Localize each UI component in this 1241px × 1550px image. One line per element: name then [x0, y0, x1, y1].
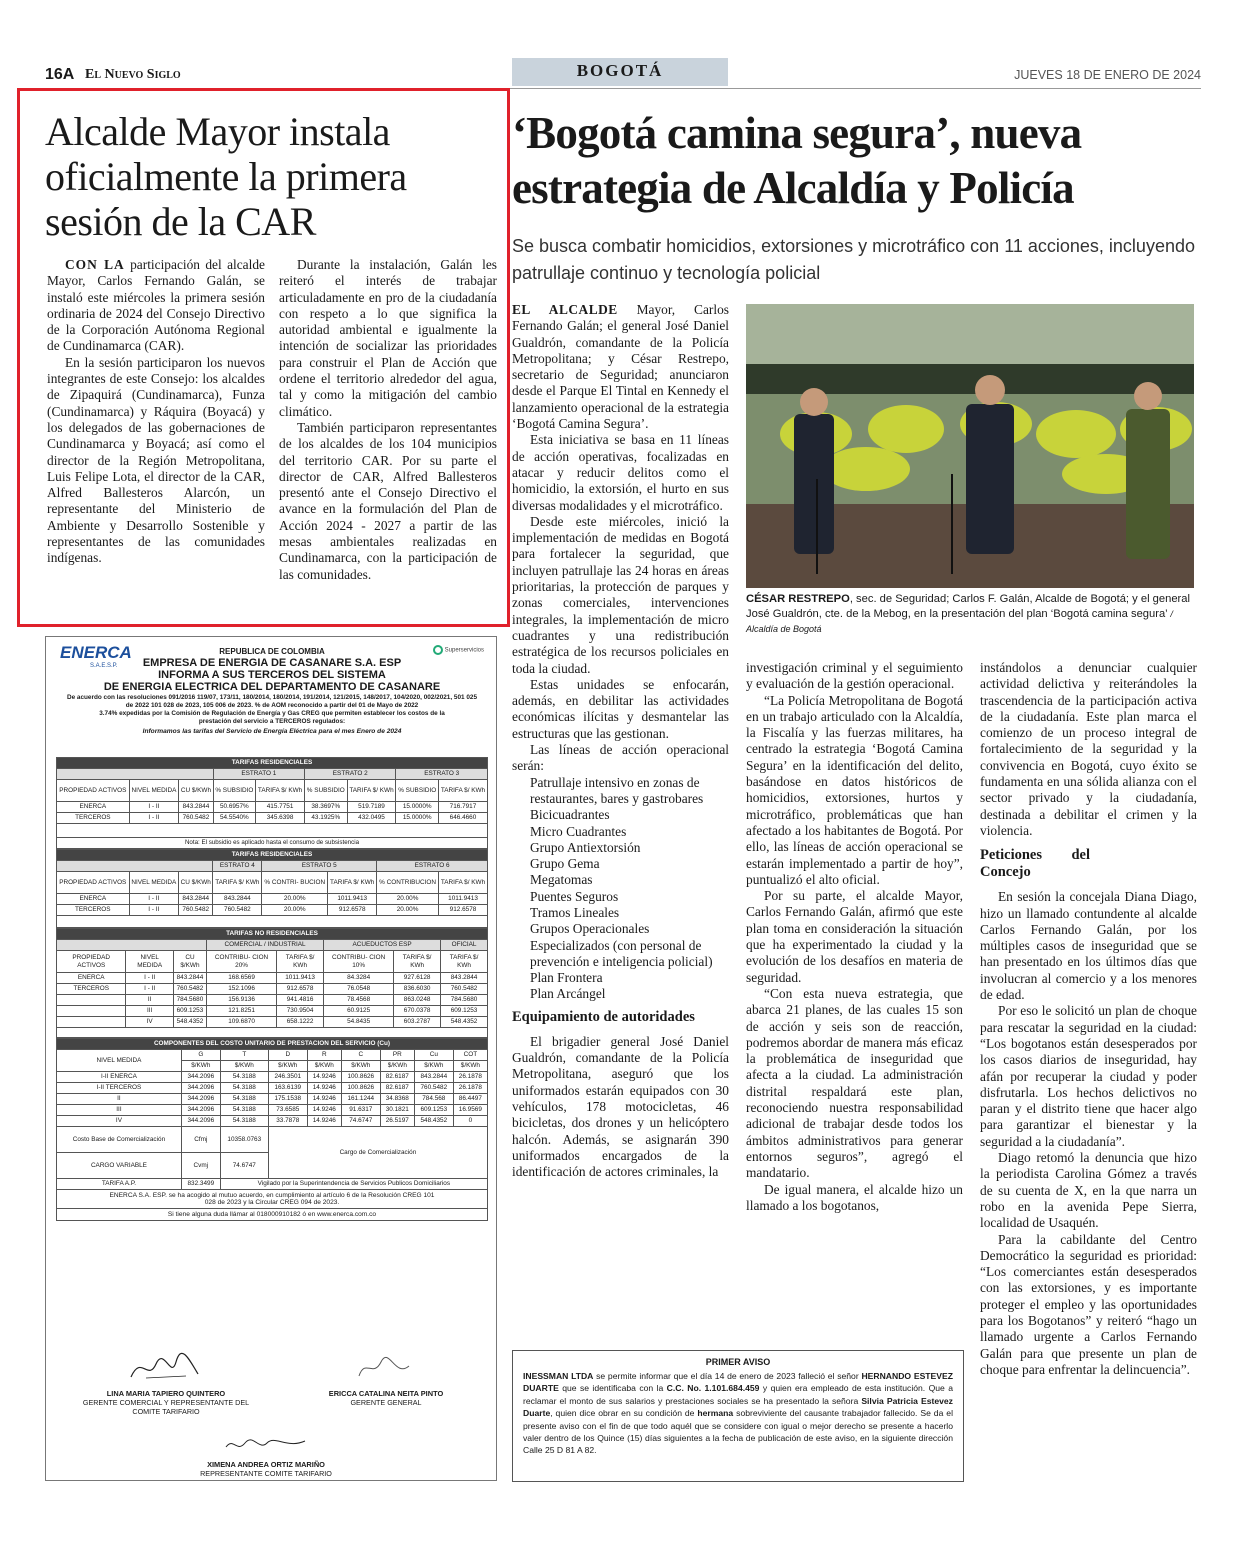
list-item: Grupo Gema: [530, 856, 600, 872]
table-row: II 784.5680 156.9136 941.4816 78.4568 863.0248 784.5680: [57, 995, 488, 1006]
action-lines-list: [512, 775, 729, 1003]
enerca-agreement-note: ENERCA S.A. ESP. se ha acogido al mutuo acuerdo, en cumplimiento al artículo 6 de la Resolución CREG 101 028 de 2023 y la Circular CREG 094 de 2023.: [56, 1190, 488, 1209]
main-paragraph: Las líneas de acción operacional serán:: [512, 742, 729, 774]
section-banner: [512, 58, 728, 86]
main-column-1: [512, 302, 729, 1180]
table-row: ENERCA I - II 843.2844 168.6569 1011.9413 84.3284 927.6128 843.2844: [57, 973, 488, 984]
main-subtitle: Se busca combatir homicidios, extorsiones y microtráfico con 11 acciones, incluyendo patrullaje continuo y tecnología policial: [512, 236, 1195, 283]
superservicios-logo: Superservicios: [433, 645, 484, 655]
car-paragraph: También participaron representantes de los alcaldes de los 104 municipios del territorio CAR. Por su parte el director de CAR, Alfred Ballesteros presentó ante el Consejo Directivo el avance en la formulación del Plan de Acción 2024 - 2027 a partir de las mesas ambientales realizadas en Cundinamarca, con la participación de las comunidades.: [279, 419, 497, 582]
page-number: 16A: [45, 66, 75, 83]
section-label: BOGOTÁ: [576, 61, 664, 80]
residential-table-1: TARIFAS RESIDENCIALES ESTRATO 1 ESTRATO 2 ESTRATO 3 PROPIEDAD ACTIVOS NIVEL MEDIDA CU $/KWh % SUBSIDIO TARIFA $/ KWh % SUBSIDIO TARIFA $/ KWh % SUBSIDIO TARIFA $/ KWh ENERCA I - II 843.2844 50.6957% 415.7751 38.3697% 519.7189 15.0000% 716.7917 TERCEROS I - II 760.5482 54.5540% 345.6398 43.1925% 432.0495 15.0000% 646.4660 Nota: El subsidio es aplicado hasta el consumo de subsistencia: [56, 757, 488, 849]
car-paragraph: Durante la instalación, Galán les reiteró el interés de trabajar articuladamente en pro de la ciudadanía con respeto a lo que significa la autoridad ambiental e igualmente la intención de socializar las prioridades para construir el Plan de Acción que ordene el territorio alrededor del agua, tal y como la mitigación del cambio climático.: [279, 257, 497, 419]
news-photo: [746, 304, 1194, 588]
table-row: II 344.2096 54.3188 175.1538 14.9246 161.1244 34.8368 784.568 86.4497: [57, 1094, 488, 1105]
newspaper-name: El Nuevo Siglo: [85, 67, 181, 82]
list-item: Megatomas: [530, 872, 593, 888]
table-row: TERCEROS I - II 760.5482 760.5482 20.00% 912.6578 20.00% 912.6578: [57, 905, 488, 916]
subheading-equipment: Equipamiento de autoridades: [512, 1008, 695, 1025]
signature-2: ERICCA CATALINA NEITA PINTO GERENTE GENERAL: [296, 1352, 476, 1407]
main-paragraph: “La Policía Metropolitana de Bogotá en un trabajo articulado con la Alcaldía, la Fiscalía y las fuerzas militares, ha centrado la estrategia ‘Bogotá Camina Segura’ en la identificación del delito, basándose en datos históricos de homicidios, extorsiones, hurtos y microtráfico, problemáticas que han afectado a los habitantes de Bogotá. Por ello, las líneas de acción operacional se estarán implementado a partir de hoy”, puntualizó el alto oficial.: [746, 692, 963, 887]
list-item: Patrullaje intensivo en zonas de restaurantes, bares y gastrobares: [530, 774, 704, 806]
photo-caption: CÉSAR RESTREPO, sec. de Seguridad; Carlos F. Galán, Alcalde de Bogotá; y el general José Gualdrón, cte. de la Mebog, en la presentación del plan ‘Bogotá camina segura’ / Alcaldía de Bogotá: [746, 593, 1190, 634]
issue-date: JUEVES 18 DE ENERO DE 2024: [1014, 68, 1201, 82]
main-paragraph: De igual manera, el alcalde hizo un llamado a los bogotanos,: [746, 1181, 963, 1213]
main-paragraph: Desde este miércoles, inició la implementación de medidas en Bogotá para fortalecer la seguridad, que incluyen patrullaje las 24 horas en áreas prioritarias, la protección de parques y zonas comerciales, intervenciones integrales, la implementación de micro cuadrantes y una redistribución estratégica de los recursos policiales en toda la ciudad.: [512, 513, 729, 676]
main-column-2: [746, 660, 963, 1214]
signature-scribble: [126, 1352, 206, 1384]
main-paragraph: Por eso le solicitó un plan de choque para rescatar la seguridad en la ciudad: “Los bogotanos están desesperados por los casos diarios de inseguridad, hay afán por recuperar la ciudad y poder disfrutarla. Los hechos delictivos no paran y el distrito tiene que hacer algo para garantizar el bienestar y la seguridad a la ciudadanía”.: [980, 1003, 1197, 1149]
table-row: ENERCA I - II 843.2844 50.6957% 415.7751 38.3697% 519.7189 15.0000% 716.7917: [57, 802, 488, 813]
page-header: [45, 61, 1201, 88]
signature-scribble: [221, 1435, 311, 1455]
enerca-logo: ENERCA S.A.E.S.P.: [60, 643, 132, 669]
aviso-body: INESSMAN LTDA se permite informar que el día 14 de enero de 2023 falleció el señor HERNANDO ESTEVEZ DUARTE que se identificaba con la C.C. No. 1.101.684.459 y quien era empleado de esta institución. Que a reclamar el monto de sus salarios y prestaciones sociales se ha presentado la señora Silvia Patricia Estevez Duarte, quien dice obrar en su condición de hermana sobreviviente del causante trabajador fallecido. Se da el presente aviso con el fin de que todo aquél que se considere con igual o mejor derecho se presente a hacerlo valer dentro de los Quince (15) días siguientes a la fecha de publicación de este aviso, en la siguiente dirección Calle 25 D 81 A 82.: [523, 1371, 954, 1456]
table-row: III 609.1253 121.8251 730.9504 60.9125 670.0378 609.1253: [57, 1006, 488, 1017]
car-column-2: [279, 257, 497, 583]
residential-table-2: TARIFAS RESIDENCIALES ESTRATO 4 ESTRATO 5 ESTRATO 6 PROPIEDAD ACTIVOS NIVEL MEDIDA CU $/KWh TARIFA $/ KWh % CONTRI- BUCION TARIFA $/ KWh % CONTRIBUCION TARIFA $/ KWh ENERCA I - II 843.2844 843.2844 20.00% 1011.9413 20.00% 1011.9413 TERCEROS I - II 760.5482 760.5482 20.00% 912.6578 20.00% 912.6578: [56, 849, 488, 928]
main-paragraph: El brigadier general José Daniel Gualdrón, comandante de la Policía Metropolitana, aseguró que los uniformados estarán equipados con 30 vehículos, 178 motocicletas, 46 bicicletas, dos drones y un helicóptero halcón. Además, se asignarán 390 uniformados encargados de la identificación de actores criminales, la: [512, 1033, 729, 1180]
table-row: IV 548.4352 109.6870 658.1222 54.8435 603.2787 548.4352: [57, 1017, 488, 1028]
signature-3: XIMENA ANDREA ORTIZ MARIÑO REPRESENTANTE COMITE TARIFARIO: [166, 1435, 366, 1478]
enerca-header: REPUBLICA DE COLOMBIA EMPRESA DE ENERGIA DE CASANARE S.A. ESP INFORMA A SUS TERCEROS DEL SISTEMA DE ENERGIA ELECTRICA DEL DEPARTAMENTO DE CASANARE De acuerdo con las resoluciones 091/2016 119/07, 173/11, 180/2014, 180/2014, 191/2014, 121/2015, 148/2017, 104/2020, 002/2021, 501 025 de 2022 101 028 de 2023, 105 006 de 2023. % de AOM reconocido a partir del 01 de Mayo de 2022 3.74% expedidas por la Comisión de Regulación de Energía y Gas CREG que permiten establecer los costos de la prestación del servicio a TERCEROS regulados: Informamos las tarifas del Servicio de Energía Eléctrica para el mes Enero de 2024: [66, 647, 478, 735]
signature-1: LINA MARIA TAPIERO QUINTERO GERENTE COMERCIAL Y REPRESENTANTE DEL COMITE TARIFARIO: [76, 1352, 256, 1416]
table-row: TERCEROS I - II 760.5482 152.1096 912.6578 76.0548 836.6030 760.5482: [57, 984, 488, 995]
signature-scribble: [351, 1352, 421, 1384]
table-row: TERCEROS I - II 760.5482 54.5540% 345.6398 43.1925% 432.0495 15.0000% 646.4660: [57, 813, 488, 824]
table-row: I-II ENERCA 344.2096 54.3188 246.3501 14.9246 100.8626 82.6187 843.2844 26.1878: [57, 1072, 488, 1083]
list-item: Tramos Lineales: [530, 904, 620, 920]
non-residential-table: TARIFAS NO RESIDENCIALES COMERCIAL / INDUSTRIAL ACUEDUCTOS ESP OFICIAL PROPIEDAD ACTIVOS NIVEL MEDIDA CU $/KWh CONTRIBU- CION 20% TARIFA $/ KWh CONTRIBU- CION 10% TARIFA $/ KWh TARIFA $/ KWh ENERCA I - II 843.2844 168.6569 1011.9413 84.3284 927.6128 843.2844 TERCEROS I - II 760.5482 152.1096 912.6578 76.0548 836.6030 760.5482 II 784.5680 156.9136 941.4816 78.4568 863.0248 784.5680 III 609.1253 121.8251 730.9504 60.9125 670.0378 609.1253 IV 548.4352 109.6870 658.1222 54.8435 603.2787 548.4352: [56, 928, 488, 1038]
main-paragraph: instándolos a denunciar cualquier actividad delictiva y reiterándoles la trascendencia de la participación activa de la ciudadanía. Este plan marca el comienzo de un proceso integral de fortalecimiento de la seguridad y la convivencia en Bogotá, cuyo éxito se fundamenta en una sólida alianza con el sector privado y la ciudadanía, destinada a debilitar el crimen y la violencia.: [980, 660, 1197, 838]
table-row: ENERCA I - II 843.2844 843.2844 20.00% 1011.9413 20.00% 1011.9413: [57, 894, 488, 905]
car-headline: Alcalde Mayor instala oficialmente la primera sesión de la CAR: [45, 109, 407, 244]
aviso-title: PRIMER AVISO: [705, 1357, 771, 1367]
main-paragraph: Esta iniciativa se basa en 11 líneas de acción operativas, focalizadas en atacar y reducir delitos como el homicidio, la extorsión, el hurto en sus diversas modalidades y el microtráfico.: [512, 432, 729, 513]
main-paragraph: Diago retomó la denuncia que hizo la periodista Carolina Gómez a través de su cuenta de X, en la que narra un robo en la avenida Pepe Sierra, localidad de Usaquén.: [980, 1150, 1197, 1231]
list-item: Puentes Seguros: [530, 888, 619, 904]
car-column-1: [47, 257, 265, 567]
tariff-tables: [56, 757, 488, 1221]
enerca-contact-note: Si tiene alguna duda llámar al 018000910182 ó en www.enerca.com.co: [56, 1209, 488, 1221]
main-paragraph: “Con esta nueva estrategia, que abarca 21 planes, de las cuales 15 son de acción y seis son de reacción, podremos abordar de manera más eficaz la problemática de inseguridad que afecta a la ciudad. La administración distrital respaldará este plan, reconociendo nuestra responsabilidad adicional de trabajar desde todos los ámbitos administrativos para generar entornos seguros”, agregó el mandatario.: [746, 985, 963, 1181]
main-paragraph: investigación criminal y el seguimiento y evaluación de la gestión operacional.: [746, 660, 963, 692]
list-item: Bicicuadrantes: [530, 807, 610, 823]
main-paragraph: Estas unidades se enfocarán, además, en debilitar las actividades económicas ilícitas y desmantelar las estructuras que las gestionan.: [512, 676, 729, 741]
list-item: Plan Arcángel: [530, 986, 606, 1002]
table-row: IV 344.2096 54.3188 33.7878 14.9246 74.6747 26.5197 548.4352 0: [57, 1116, 488, 1127]
enerca-notice: [45, 636, 497, 1481]
main-paragraph: EL ALCALDE Mayor, Carlos Fernando Galán; el general José Daniel Gualdrón, comandante de la Policía Metropolitana; y César Restrepo, secretario de Seguridad; anunciaron desde el Parque El Tintal en Kennedy el lanzamiento operacional de la estrategia ‘Bogotá Camina Segura’.: [512, 302, 729, 432]
main-column-3: [980, 660, 1197, 1378]
main-paragraph: Para la cabildante del Centro Democrático la seguridad es prioridad: “Los comerciantes están desesperados con las extorsiones, y es importante proteger el empleo y las oportunidades para los Bogotanos” y reiteró “hago un llamado urgente a Carlos Fernando Galán para que presente un plan de choque para enfrentar la delincuencia”.: [980, 1231, 1197, 1377]
list-item: Micro Cuadrantes: [530, 823, 627, 839]
car-article: [17, 88, 510, 627]
main-paragraph: Por su parte, el alcalde Mayor, Carlos Fernando Galán, afirmó que este plan toma en consideración la situación que ha experimentado la ciudad y la evolución de los desafíos en materia de seguridad.: [746, 888, 963, 985]
car-paragraph: CON LA participación del alcalde Mayor, Carlos Fernando Galán, se instaló este miércoles la primera sesión ordinaria de 2024 del Consejo Directivo de la Corporación Autónoma Regional de Cundinamarca (CAR).: [47, 257, 265, 354]
primer-aviso-notice: [512, 1350, 964, 1482]
main-headline: ‘Bogotá camina segura’, nueva estrategia de Alcaldía y Policía: [512, 108, 1082, 213]
table-row: III 344.2096 54.3188 73.6585 14.9246 91.6317 30.1821 609.1253 16.9569: [57, 1105, 488, 1116]
press-conference-image: [746, 304, 1194, 588]
car-paragraph: En la sesión participaron los nuevos integrantes de este Consejo: los alcaldes de Zipaquirá (Cundinamarca), Funza (Cundinamarca) y Ráquira (Boyacá) y los delegados de las gobernaciones de Cundinamarca y Boyacá; así como el director de la Región Metropolitana, Luis Felipe Lota, el director de la CAR, Alfred Ballesteros Alarcón, un representante del Ministerio de Ambiente y Desarrollo Sostenible y representantes de las comunidades indígenas.: [47, 354, 265, 566]
main-paragraph: En sesión la concejala Diana Diago, hizo un llamado contundente al alcalde Carlos Fernando Galán, por los múltiples casos de inseguridad que se han presentado en los últimos días que involucran al comercio y a los menores de edad.: [980, 889, 1197, 1003]
subheading-concejo: Peticiones del Concejo: [980, 847, 1090, 881]
table-row: I-II TERCEROS 344.2096 54.3188 163.6139 14.9246 100.8626 82.6187 760.5482 26.1878: [57, 1083, 488, 1094]
list-item: Grupo Antiextorsión: [530, 839, 641, 855]
cost-components-table: COMPONENTES DEL COSTO UNITARIO DE PRESTACION DEL SERVICIO (Cu) NIVEL MEDIDA G T D R C PR Cu COT $/KWh $/KWh $/KWh $/KWh $/KWh $/KWh $/KWh $/KWh I-II ENERCA 344.2096 54.3188 246.3501 14.9246 100.8626 82.6187 843.2844 26.1878 I-II TERCEROS 344.2096 54.3188 163.6139 14.9246 100.8626 82.6187 760.5482 26.1878 II 344.2096 54.3188 175.1538 14.9246 161.1244 34.8368 784.568 86.4497 III 344.2096 54.3188 73.6585 14.9246 91.6317 30.1821 609.1253 16.9569 IV 344.2096 54.3188 33.7878 14.9246 74.6747 26.5197 548.4352 0 Costo Base de Comercialización Cfmj 10358.0763 Cargo de Comercialización CARGO VARIABLE Cvmj 74.6747 TARIFA A.P. 832.3499 Vigilado por la Superintendencia de Servicios Publicos Domiciliarios: [56, 1038, 488, 1190]
list-item: Plan Frontera: [530, 970, 603, 986]
list-item: Grupos Operacionales Especializados (con personal de prevención e inteligencia policial): [530, 921, 713, 969]
